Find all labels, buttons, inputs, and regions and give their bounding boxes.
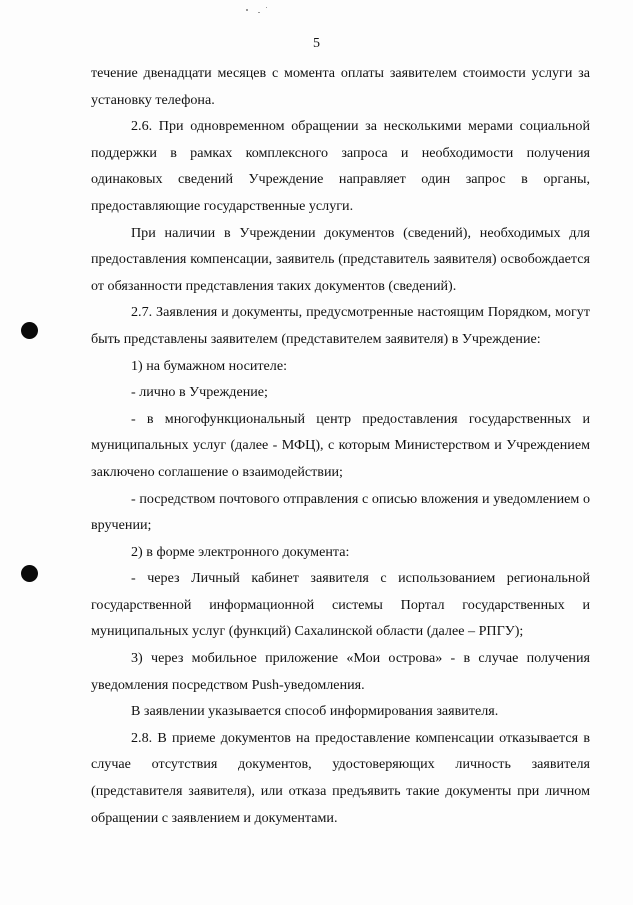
page-number: 5 bbox=[313, 36, 320, 51]
paragraph-2-6: 2.6. При одновременном обращении за несколькими мерами социальной поддержки в рамках комплексного запроса и необходимости получения одинаковых сведений Учреждение направляет один запрос в органы, предоставляющие государственные услуги. bbox=[91, 118, 590, 214]
paragraph-2-8: 2.8. В приеме документов на предоставление компенсации отказывается в случае отсутствия документов, удостоверяющих личность заявителя (представителя заявителя), или отказа предъявить такие документы при личном обращении с заявлением и документами. bbox=[91, 729, 590, 826]
list-item-paper: 1) на бумажном носителе: bbox=[131, 357, 288, 374]
list-item-in-person: - лично в Учреждение; bbox=[131, 384, 268, 401]
list-item-post: - посредством почтового отправления с описью вложения и уведомлением о вручении; bbox=[91, 490, 590, 534]
scan-speck bbox=[258, 12, 260, 13]
list-item-electronic: 2) в форме электронного документа: bbox=[131, 543, 350, 560]
punch-hole-bottom bbox=[21, 565, 38, 582]
scan-speck bbox=[266, 7, 267, 8]
scan-speck bbox=[246, 9, 248, 11]
paragraph-continuation: течение двенадцати месяцев с момента оплаты заявителем стоимости услуги за установку телефона. bbox=[91, 65, 590, 108]
list-item-rpgu: - через Личный кабинет заявителя с использованием региональной государственной информационной системы Портал государственных и муниципальных услуг (функций) Сахалинской области (далее – РПГУ); bbox=[91, 570, 590, 640]
paragraph-2-7: 2.7. Заявления и документы, предусмотренные настоящим Порядком, могут быть представлены заявителем (представителем заявителя) в Учреждение: bbox=[91, 304, 590, 347]
list-item-mfc: - в многофункциональный центр предоставления государственных и муниципальных услуг (далее - МФЦ), с которым Министерством и Учреждением заключено соглашение о взаимодействии; bbox=[91, 410, 590, 480]
body-text bbox=[91, 60, 590, 831]
punch-hole-top bbox=[21, 322, 38, 339]
list-item-mobile-app: 3) через мобильное приложение «Мои острова» - в случае получения уведомления посредством Push-уведомления. bbox=[91, 650, 590, 693]
paragraph-notification-method: В заявлении указывается способ информирования заявителя. bbox=[131, 703, 499, 720]
paragraph-exemption: При наличии в Учреждении документов (сведений), необходимых для предоставления компенсации, заявитель (представитель заявителя) освобождается от обязанности представления таких документов (сведений). bbox=[91, 224, 590, 294]
